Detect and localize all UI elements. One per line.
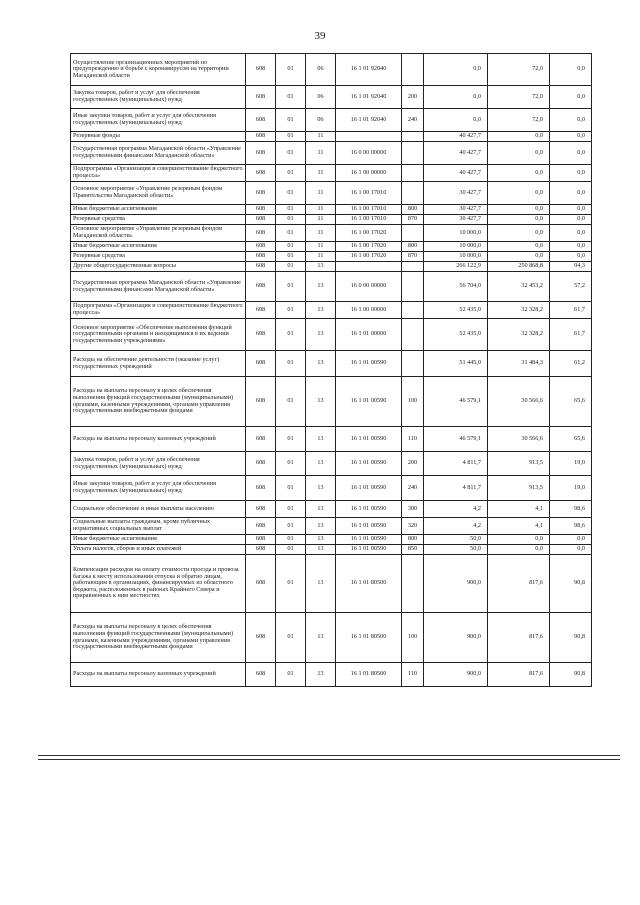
expense-type-code — [402, 272, 424, 302]
section-code: 01 — [276, 242, 306, 252]
execution-percent: 94,3 — [550, 262, 592, 272]
expense-type-code — [402, 182, 424, 205]
expense-type-code: 240 — [402, 476, 424, 501]
actual-amount: 4,1 — [488, 518, 550, 535]
execution-percent: 0,0 — [550, 54, 592, 86]
target-article-code: 16 1 01 92040 — [336, 109, 402, 132]
actual-amount: 0,0 — [488, 165, 550, 182]
plan-amount: 4,2 — [424, 501, 488, 518]
row-name: Уплата налогов, сборов и иных платежей — [71, 545, 246, 555]
table-row — [71, 663, 592, 687]
table-row — [71, 252, 592, 262]
subsection-code: 13 — [306, 663, 336, 687]
actual-amount: 817,6 — [488, 663, 550, 687]
section-code: 01 — [276, 215, 306, 225]
subsection-code: 13 — [306, 262, 336, 272]
target-article-code: 16 1 01 00590 — [336, 427, 402, 452]
subsection-code: 13 — [306, 518, 336, 535]
table-row — [71, 427, 592, 452]
table-row — [71, 302, 592, 319]
ved-code: 608 — [246, 54, 276, 86]
ved-code: 608 — [246, 501, 276, 518]
row-name: Государственная программа Магаданской области «Управление государственными финансами Магаданской области» — [71, 142, 246, 165]
row-name: Основное мероприятие «Управление резервным фондом Правительства Магаданской области» — [71, 182, 246, 205]
execution-percent: 19,0 — [550, 452, 592, 476]
row-name: Компенсация расходов на оплату стоимости проезда и провоза багажа к месту использования отпуска и обратно лицам, работающим в организациях, финансируемых из областного бюджета, расположенных в районах Крайнего Севера и приравненных к ним местностях — [71, 555, 246, 613]
table-row — [71, 351, 592, 377]
execution-percent: 61,7 — [550, 302, 592, 319]
actual-amount: 817,6 — [488, 613, 550, 663]
table-row — [71, 476, 592, 501]
execution-percent: 0,0 — [550, 132, 592, 142]
ved-code: 608 — [246, 476, 276, 501]
section-code: 01 — [276, 252, 306, 262]
table-row — [71, 501, 592, 518]
section-code: 01 — [276, 205, 306, 215]
expense-type-code: 300 — [402, 501, 424, 518]
expense-type-code: 800 — [402, 535, 424, 545]
execution-percent: 57,2 — [550, 272, 592, 302]
execution-percent: 90,8 — [550, 555, 592, 613]
ved-code: 608 — [246, 518, 276, 535]
section-code: 01 — [276, 302, 306, 319]
plan-amount: 0,0 — [424, 86, 488, 109]
row-name: Закупка товаров, работ и услуг для обеспечения государственных (муниципальных) нужд — [71, 86, 246, 109]
subsection-code: 11 — [306, 132, 336, 142]
row-name: Основное мероприятие «Управление резервным фондом Магаданской области» — [71, 225, 246, 242]
section-code: 01 — [276, 142, 306, 165]
table-row — [71, 518, 592, 535]
ved-code: 608 — [246, 555, 276, 613]
target-article-code: 16 0 00 00000 — [336, 272, 402, 302]
execution-percent: 0,0 — [550, 165, 592, 182]
actual-amount: 31 484,3 — [488, 351, 550, 377]
ved-code: 608 — [246, 225, 276, 242]
target-article-code: 16 1 01 00590 — [336, 377, 402, 427]
plan-amount: 900,0 — [424, 613, 488, 663]
actual-amount: 913,5 — [488, 476, 550, 501]
subsection-code: 13 — [306, 555, 336, 613]
section-code: 01 — [276, 225, 306, 242]
target-article-code: 16 1 01 80500 — [336, 555, 402, 613]
plan-amount: 30 427,7 — [424, 205, 488, 215]
expense-type-code: 240 — [402, 109, 424, 132]
subsection-code: 11 — [306, 182, 336, 205]
row-name: Подпрограмма «Организация и совершенствование бюджетного процесса» — [71, 302, 246, 319]
plan-amount: 40 427,7 — [424, 165, 488, 182]
target-article-code: 16 1 00 17020 — [336, 225, 402, 242]
plan-amount: 46 579,1 — [424, 377, 488, 427]
execution-percent: 98,6 — [550, 501, 592, 518]
table-row — [71, 205, 592, 215]
row-name: Основное мероприятие «Обеспечение выполнения функций государственными органами и находящимися в их ведении государственными учреждениями» — [71, 319, 246, 351]
expense-type-code — [402, 351, 424, 377]
plan-amount: 266 122,9 — [424, 262, 488, 272]
subsection-code: 11 — [306, 165, 336, 182]
subsection-code: 13 — [306, 613, 336, 663]
execution-percent: 0,0 — [550, 142, 592, 165]
target-article-code — [336, 132, 402, 142]
table-row — [71, 242, 592, 252]
expense-type-code: 850 — [402, 545, 424, 555]
plan-amount: 50,0 — [424, 535, 488, 545]
row-name: Закупка товаров, работ и услуг для обеспечения государственных (муниципальных) нужд — [71, 452, 246, 476]
target-article-code — [336, 262, 402, 272]
table-row — [71, 132, 592, 142]
row-name: Осуществление организационных мероприятий по предупреждению и борьбе с коронавирусом на территории Магаданской области — [71, 54, 246, 86]
ved-code: 608 — [246, 205, 276, 215]
target-article-code: 16 1 01 00590 — [336, 452, 402, 476]
target-article-code: 16 1 01 80500 — [336, 663, 402, 687]
target-article-code: 16 1 01 00590 — [336, 351, 402, 377]
subsection-code: 13 — [306, 427, 336, 452]
subsection-code: 13 — [306, 535, 336, 545]
ved-code: 608 — [246, 319, 276, 351]
plan-amount: 56 704,0 — [424, 272, 488, 302]
table-body — [71, 54, 592, 687]
actual-amount: 72,0 — [488, 54, 550, 86]
row-name: Резервные средства — [71, 252, 246, 262]
target-article-code: 16 1 00 17020 — [336, 242, 402, 252]
section-code: 01 — [276, 555, 306, 613]
target-article-code: 16 1 01 00590 — [336, 545, 402, 555]
plan-amount: 46 579,1 — [424, 427, 488, 452]
plan-amount: 30 427,7 — [424, 215, 488, 225]
execution-percent: 19,0 — [550, 476, 592, 501]
execution-percent: 61,2 — [550, 351, 592, 377]
plan-amount: 10 000,0 — [424, 225, 488, 242]
plan-amount: 0,0 — [424, 54, 488, 86]
row-name: Расходы на выплаты персоналу в целях обеспечения выполнения функций государственными (муниципальными) органами, казенными учреждениями, органами управления государственными внебюджетными фондами — [71, 613, 246, 663]
expense-type-code: 100 — [402, 377, 424, 427]
plan-amount: 900,0 — [424, 663, 488, 687]
subsection-code: 11 — [306, 225, 336, 242]
expense-type-code: 200 — [402, 452, 424, 476]
actual-amount: 0,0 — [488, 215, 550, 225]
subsection-code: 13 — [306, 452, 336, 476]
plan-amount: 10 000,0 — [424, 252, 488, 262]
subsection-code: 13 — [306, 501, 336, 518]
section-code: 01 — [276, 613, 306, 663]
section-code: 01 — [276, 452, 306, 476]
execution-percent: 90,8 — [550, 613, 592, 663]
subsection-code: 13 — [306, 476, 336, 501]
table-row — [71, 535, 592, 545]
subsection-code: 13 — [306, 377, 336, 427]
expense-type-code: 110 — [402, 663, 424, 687]
ved-code: 608 — [246, 182, 276, 205]
subsection-code: 11 — [306, 242, 336, 252]
target-article-code: 16 1 00 00000 — [336, 302, 402, 319]
expense-type-code: 870 — [402, 215, 424, 225]
execution-percent: 98,6 — [550, 518, 592, 535]
subsection-code: 13 — [306, 545, 336, 555]
section-code: 01 — [276, 272, 306, 302]
table-row — [71, 109, 592, 132]
row-name: Иные бюджетные ассигнования — [71, 205, 246, 215]
table-row — [71, 182, 592, 205]
execution-percent: 0,0 — [550, 535, 592, 545]
section-code: 01 — [276, 54, 306, 86]
row-name: Расходы на обеспечение деятельности (оказание услуг) государственных учреждений — [71, 351, 246, 377]
ved-code: 608 — [246, 165, 276, 182]
actual-amount: 72,0 — [488, 86, 550, 109]
row-name: Иные бюджетные ассигнования — [71, 535, 246, 545]
subsection-code: 13 — [306, 272, 336, 302]
actual-amount: 0,0 — [488, 132, 550, 142]
row-name: Социальные выплаты гражданам, кроме публичных нормативных социальных выплат — [71, 518, 246, 535]
target-article-code: 16 0 00 00000 — [336, 142, 402, 165]
expense-type-code — [402, 262, 424, 272]
row-name: Расходы на выплаты персоналу казенных учреждений — [71, 427, 246, 452]
row-name: Иные закупки товаров, работ и услуг для обеспечения государственных (муниципальных) нужд — [71, 109, 246, 132]
actual-amount: 0,0 — [488, 205, 550, 215]
actual-amount: 0,0 — [488, 535, 550, 545]
actual-amount: 30 566,6 — [488, 427, 550, 452]
table-row — [71, 613, 592, 663]
expense-type-code — [402, 319, 424, 351]
subsection-code: 13 — [306, 302, 336, 319]
expense-type-code — [402, 54, 424, 86]
target-article-code: 16 1 01 80500 — [336, 613, 402, 663]
row-name: Подпрограмма «Организация и совершенствование бюджетного процесса» — [71, 165, 246, 182]
section-code: 01 — [276, 501, 306, 518]
ved-code: 608 — [246, 252, 276, 262]
subsection-code: 06 — [306, 54, 336, 86]
plan-amount: 50,0 — [424, 545, 488, 555]
section-code: 01 — [276, 518, 306, 535]
subsection-code: 11 — [306, 215, 336, 225]
execution-percent: 65,6 — [550, 427, 592, 452]
execution-percent: 0,0 — [550, 215, 592, 225]
execution-percent: 0,0 — [550, 545, 592, 555]
expense-type-code: 200 — [402, 86, 424, 109]
target-article-code: 16 1 01 92040 — [336, 54, 402, 86]
table-row — [71, 319, 592, 351]
ved-code: 608 — [246, 427, 276, 452]
target-article-code: 16 1 00 00000 — [336, 165, 402, 182]
actual-amount: 0,0 — [488, 252, 550, 262]
target-article-code: 16 1 01 00000 — [336, 319, 402, 351]
execution-percent: 0,0 — [550, 109, 592, 132]
ved-code: 608 — [246, 663, 276, 687]
plan-amount: 4 811,7 — [424, 452, 488, 476]
target-article-code: 16 1 00 17010 — [336, 182, 402, 205]
actual-amount: 72,0 — [488, 109, 550, 132]
plan-amount: 4,2 — [424, 518, 488, 535]
ved-code: 608 — [246, 262, 276, 272]
section-code: 01 — [276, 427, 306, 452]
execution-percent: 0,0 — [550, 225, 592, 242]
table-row — [71, 225, 592, 242]
ved-code: 608 — [246, 272, 276, 302]
table-row — [71, 54, 592, 86]
section-code: 01 — [276, 165, 306, 182]
ved-code: 608 — [246, 109, 276, 132]
actual-amount: 817,6 — [488, 555, 550, 613]
ved-code: 608 — [246, 242, 276, 252]
actual-amount: 0,0 — [488, 225, 550, 242]
execution-percent: 0,0 — [550, 86, 592, 109]
subsection-code: 06 — [306, 109, 336, 132]
ved-code: 608 — [246, 132, 276, 142]
actual-amount: 0,0 — [488, 545, 550, 555]
target-article-code: 16 1 01 00590 — [336, 518, 402, 535]
target-article-code: 16 1 00 17010 — [336, 215, 402, 225]
section-code: 01 — [276, 86, 306, 109]
plan-amount: 4 811,7 — [424, 476, 488, 501]
footer-rule-double — [38, 759, 620, 760]
execution-percent: 0,0 — [550, 182, 592, 205]
execution-percent: 0,0 — [550, 205, 592, 215]
execution-percent: 90,8 — [550, 663, 592, 687]
section-code: 01 — [276, 377, 306, 427]
page-number: 39 — [314, 30, 326, 42]
ved-code: 608 — [246, 452, 276, 476]
section-code: 01 — [276, 476, 306, 501]
execution-percent: 0,0 — [550, 242, 592, 252]
plan-amount: 900,0 — [424, 555, 488, 613]
table-row — [71, 215, 592, 225]
plan-amount: 30 427,7 — [424, 182, 488, 205]
plan-amount: 0,0 — [424, 109, 488, 132]
actual-amount: 0,0 — [488, 242, 550, 252]
expense-type-code: 870 — [402, 252, 424, 262]
section-code: 01 — [276, 351, 306, 377]
ved-code: 608 — [246, 215, 276, 225]
actual-amount: 4,1 — [488, 501, 550, 518]
ved-code: 608 — [246, 302, 276, 319]
table-row — [71, 142, 592, 165]
expense-type-code: 110 — [402, 427, 424, 452]
expense-type-code: 320 — [402, 518, 424, 535]
expense-type-code: 800 — [402, 242, 424, 252]
actual-amount: 0,0 — [488, 142, 550, 165]
expense-type-code — [402, 555, 424, 613]
plan-amount: 52 435,0 — [424, 302, 488, 319]
execution-percent: 65,6 — [550, 377, 592, 427]
ved-code: 608 — [246, 613, 276, 663]
actual-amount: 0,0 — [488, 182, 550, 205]
target-article-code: 16 1 01 00590 — [336, 476, 402, 501]
actual-amount: 913,5 — [488, 452, 550, 476]
target-article-code: 16 1 01 00590 — [336, 535, 402, 545]
subsection-code: 11 — [306, 252, 336, 262]
execution-percent: 61,7 — [550, 319, 592, 351]
table-row — [71, 272, 592, 302]
actual-amount: 250 868,8 — [488, 262, 550, 272]
expense-type-code — [402, 302, 424, 319]
subsection-code: 11 — [306, 142, 336, 165]
section-code: 01 — [276, 535, 306, 545]
subsection-code: 13 — [306, 351, 336, 377]
table-row — [71, 545, 592, 555]
row-name: Резервные средства — [71, 215, 246, 225]
budget-table — [70, 53, 592, 687]
target-article-code: 16 1 00 17010 — [336, 205, 402, 215]
row-name: Расходы на выплаты персоналу казенных учреждений — [71, 663, 246, 687]
subsection-code: 13 — [306, 319, 336, 351]
plan-amount: 40 427,7 — [424, 142, 488, 165]
table-row — [71, 452, 592, 476]
actual-amount: 30 566,6 — [488, 377, 550, 427]
ved-code: 608 — [246, 142, 276, 165]
table-row — [71, 165, 592, 182]
table-row — [71, 377, 592, 427]
expense-type-code: 100 — [402, 613, 424, 663]
expense-type-code — [402, 132, 424, 142]
row-name: Резервные фонды — [71, 132, 246, 142]
row-name: Социальное обеспечение и иные выплаты населению — [71, 501, 246, 518]
section-code: 01 — [276, 663, 306, 687]
section-code: 01 — [276, 262, 306, 272]
actual-amount: 32 328,2 — [488, 319, 550, 351]
execution-percent: 0,0 — [550, 252, 592, 262]
target-article-code: 16 1 01 00590 — [336, 501, 402, 518]
plan-amount: 40 427,7 — [424, 132, 488, 142]
expense-type-code — [402, 165, 424, 182]
subsection-code: 11 — [306, 205, 336, 215]
ved-code: 608 — [246, 351, 276, 377]
expense-type-code — [402, 225, 424, 242]
section-code: 01 — [276, 109, 306, 132]
section-code: 01 — [276, 132, 306, 142]
plan-amount: 10 000,0 — [424, 242, 488, 252]
ved-code: 608 — [246, 545, 276, 555]
row-name: Государственная программа Магаданской области «Управление государственными финансами Магаданской области» — [71, 272, 246, 302]
subsection-code: 06 — [306, 86, 336, 109]
target-article-code: 16 1 00 17020 — [336, 252, 402, 262]
section-code: 01 — [276, 545, 306, 555]
actual-amount: 32 328,2 — [488, 302, 550, 319]
row-name: Расходы на выплаты персоналу в целях обеспечения выполнения функций государственными (муниципальными) органами, казенными учреждениями, органами управления государственными внебюджетными фондами — [71, 377, 246, 427]
ved-code: 608 — [246, 377, 276, 427]
row-name: Другие общегосударственные вопросы — [71, 262, 246, 272]
section-code: 01 — [276, 319, 306, 351]
section-code: 01 — [276, 182, 306, 205]
expense-type-code: 800 — [402, 205, 424, 215]
ved-code: 608 — [246, 535, 276, 545]
row-name: Иные бюджетные ассигнования — [71, 242, 246, 252]
ved-code: 608 — [246, 86, 276, 109]
table-row — [71, 262, 592, 272]
table-row — [71, 555, 592, 613]
plan-amount: 51 445,0 — [424, 351, 488, 377]
footer-rule — [38, 755, 620, 756]
table-row — [71, 86, 592, 109]
plan-amount: 52 435,0 — [424, 319, 488, 351]
actual-amount: 32 453,2 — [488, 272, 550, 302]
row-name: Иные закупки товаров, работ и услуг для обеспечения государственных (муниципальных) нужд — [71, 476, 246, 501]
expense-type-code — [402, 142, 424, 165]
target-article-code: 16 1 01 92040 — [336, 86, 402, 109]
